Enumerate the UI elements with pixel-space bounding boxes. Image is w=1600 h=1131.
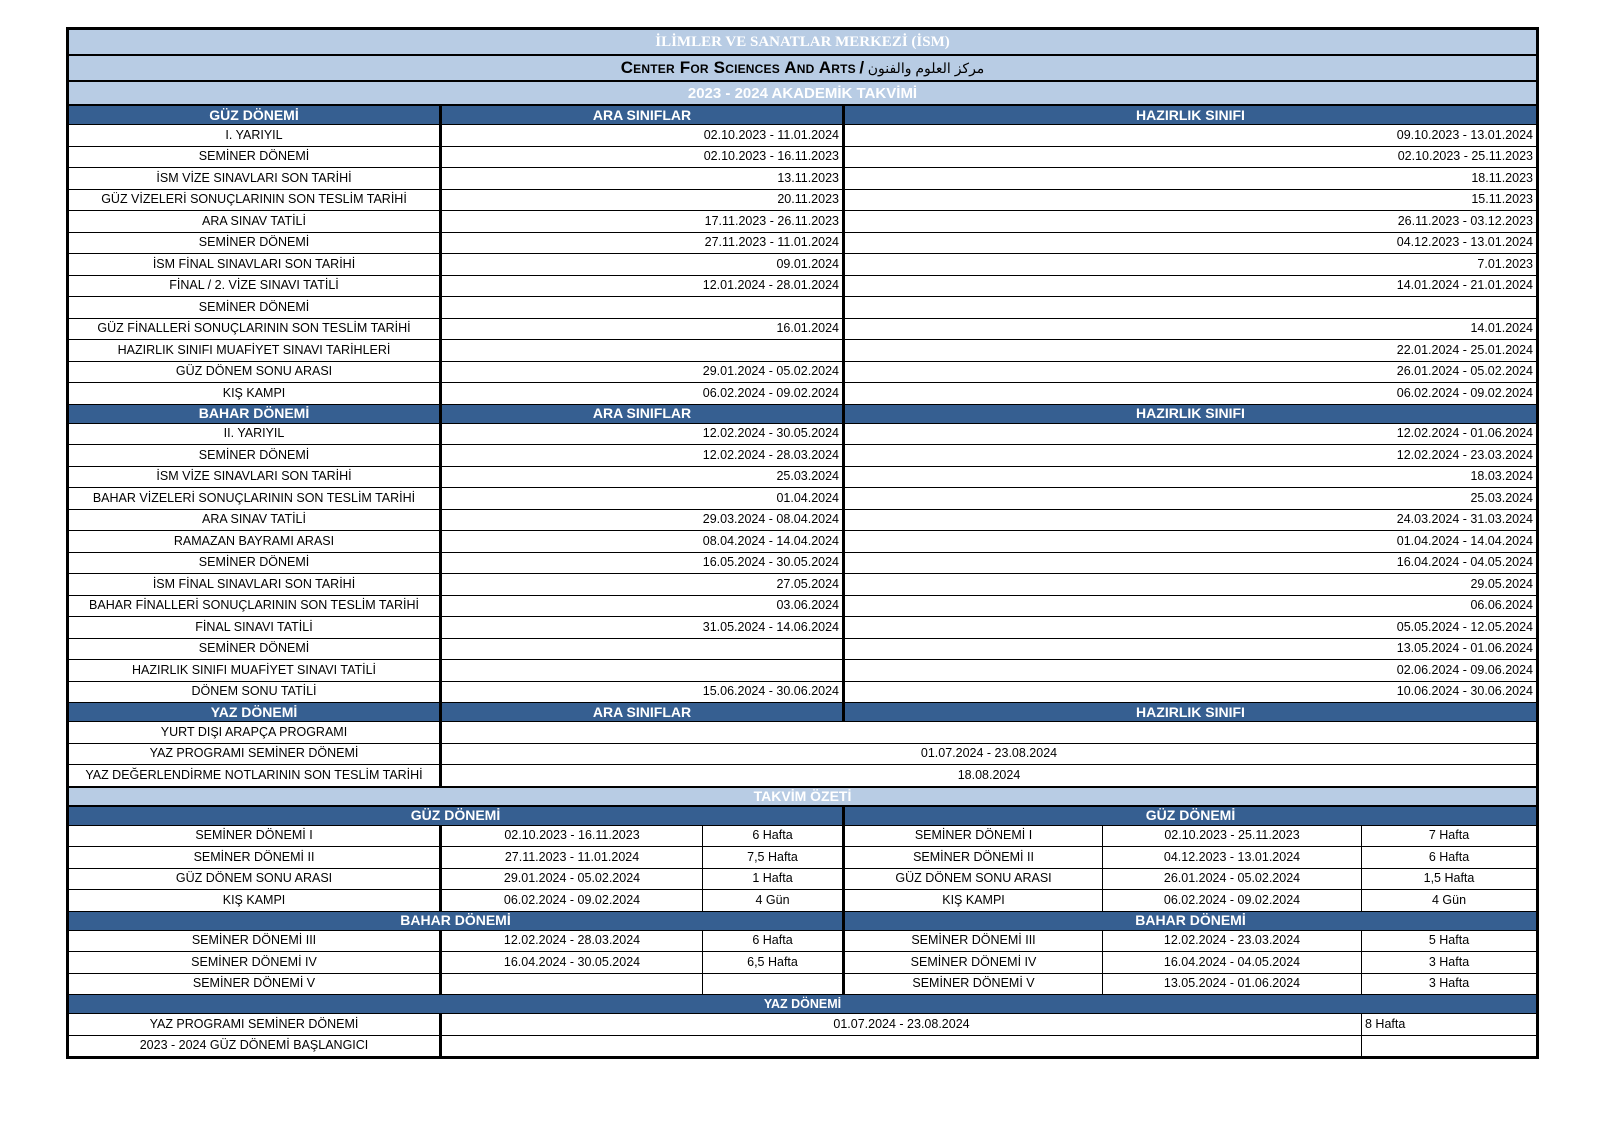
- hazirlik-sinifi-date: 06.06.2024: [844, 595, 1537, 617]
- summary-yaz-title: YAZ DÖNEMİ: [69, 995, 1537, 1014]
- column-header-ara-siniflar: ARA SINIFLAR: [441, 106, 844, 125]
- event-label: ARA SINAV TATİLİ: [69, 211, 441, 233]
- summary-left-label: GÜZ DÖNEM SONU ARASI: [69, 868, 441, 890]
- summary-left-duration: 7,5 Hafta: [703, 847, 844, 869]
- yaz-date: [441, 722, 1537, 744]
- hazirlik-sinifi-date: 09.10.2023 - 13.01.2024: [844, 125, 1537, 147]
- summary-right-date: 06.02.2024 - 09.02.2024: [1103, 890, 1362, 912]
- calendar-row: [69, 765, 1537, 787]
- ara-siniflar-date: 15.06.2024 - 30.06.2024: [441, 681, 844, 703]
- ara-siniflar-date: 02.10.2023 - 16.11.2023: [441, 146, 844, 168]
- yaz-date: 01.07.2024 - 23.08.2024: [441, 743, 1537, 765]
- calendar-row: [69, 168, 1537, 190]
- calendar-row: [69, 125, 1537, 147]
- section-title-guz: GÜZ DÖNEMİ: [69, 106, 441, 125]
- hazirlik-sinifi-date: 02.06.2024 - 09.06.2024: [844, 660, 1537, 682]
- summary-right-date: 26.01.2024 - 05.02.2024: [1103, 868, 1362, 890]
- event-label: GÜZ FİNALLERİ SONUÇLARININ SON TESLİM TARİHİ: [69, 318, 441, 340]
- ara-siniflar-date: 12.01.2024 - 28.01.2024: [441, 275, 844, 297]
- calendar-row: [69, 211, 1537, 233]
- summary-left-label: SEMİNER DÖNEMİ V: [69, 973, 441, 995]
- hazirlik-sinifi-date: 18.11.2023: [844, 168, 1537, 190]
- calendar-row: [69, 617, 1537, 639]
- hazirlik-sinifi-date: 7.01.2023: [844, 254, 1537, 276]
- hazirlik-sinifi-date: 16.04.2024 - 04.05.2024: [844, 552, 1537, 574]
- summary-table: [68, 806, 1537, 1058]
- hazirlik-sinifi-date: 26.01.2024 - 05.02.2024: [844, 361, 1537, 383]
- event-label: GÜZ VİZELERİ SONUÇLARININ SON TESLİM TARİHİ: [69, 189, 441, 211]
- column-header-hazirlik-sinifi: HAZIRLIK SINIFI: [844, 404, 1537, 423]
- calendar-row: [69, 743, 1537, 765]
- summary-right-label: SEMİNER DÖNEMİ IV: [844, 952, 1103, 974]
- summary-left-date: 12.02.2024 - 28.03.2024: [441, 930, 703, 952]
- summary-guz-left-title: GÜZ DÖNEMİ: [69, 806, 844, 825]
- ara-siniflar-date: [441, 660, 844, 682]
- calendar-row: [69, 254, 1537, 276]
- ara-siniflar-date: [441, 638, 844, 660]
- summary-right-label: SEMİNER DÖNEMİ III: [844, 930, 1103, 952]
- summary-right-duration: 4 Gün: [1362, 890, 1537, 912]
- ara-siniflar-date: [441, 297, 844, 319]
- summary-row: [69, 868, 1537, 890]
- summary-row: [69, 1014, 1537, 1036]
- column-header-hazirlik-sinifi: HAZIRLIK SINIFI: [844, 703, 1537, 722]
- ara-siniflar-date: 08.04.2024 - 14.04.2024: [441, 531, 844, 553]
- summary-row: [69, 1035, 1537, 1057]
- ara-siniflar-date: 29.03.2024 - 08.04.2024: [441, 509, 844, 531]
- section-header-yaz: [69, 703, 1537, 722]
- event-label: İSM VİZE SINAVLARI SON TARİHİ: [69, 168, 441, 190]
- subtitle-separator: /: [859, 57, 865, 77]
- summary-header-yaz: [69, 995, 1537, 1014]
- ara-siniflar-date: [441, 340, 844, 362]
- event-label: SEMİNER DÖNEMİ: [69, 232, 441, 254]
- institution-title: İLİMLER VE SANATLAR MERKEZİ (İSM): [69, 30, 1537, 56]
- hazirlik-sinifi-date: 06.02.2024 - 09.02.2024: [844, 383, 1537, 405]
- ara-siniflar-date: 03.06.2024: [441, 595, 844, 617]
- hazirlik-sinifi-date: 26.11.2023 - 03.12.2023: [844, 211, 1537, 233]
- event-label: SEMİNER DÖNEMİ: [69, 297, 441, 319]
- ara-siniflar-date: 31.05.2024 - 14.06.2024: [441, 617, 844, 639]
- summary-left-date: 16.04.2024 - 30.05.2024: [441, 952, 703, 974]
- calendar-row: [69, 638, 1537, 660]
- calendar-row: [69, 552, 1537, 574]
- event-label: FİNAL / 2. VİZE SINAVI TATİLİ: [69, 275, 441, 297]
- calendar-row: [69, 574, 1537, 596]
- summary-left-duration: 6 Hafta: [703, 930, 844, 952]
- hazirlik-sinifi-date: 05.05.2024 - 12.05.2024: [844, 617, 1537, 639]
- event-label: I. YARIYIL: [69, 125, 441, 147]
- ara-siniflar-date: 27.11.2023 - 11.01.2024: [441, 232, 844, 254]
- ara-siniflar-date: 13.11.2023: [441, 168, 844, 190]
- summary-left-date: [441, 973, 703, 995]
- section-title-yaz: YAZ DÖNEMİ: [69, 703, 441, 722]
- summary-left-duration: [703, 973, 844, 995]
- main-calendar-body: [69, 106, 1537, 787]
- summary-bahar-right-title: BAHAR DÖNEMİ: [844, 911, 1537, 930]
- event-label: SEMİNER DÖNEMİ: [69, 552, 441, 574]
- ara-siniflar-date: 06.02.2024 - 09.02.2024: [441, 383, 844, 405]
- event-label: YAZ PROGRAMI SEMİNER DÖNEMİ: [69, 743, 441, 765]
- event-label: İSM VİZE SINAVLARI SON TARİHİ: [69, 466, 441, 488]
- column-header-ara-siniflar: ARA SINIFLAR: [441, 703, 844, 722]
- summary-right-duration: 7 Hafta: [1362, 825, 1537, 847]
- event-label: SEMİNER DÖNEMİ: [69, 146, 441, 168]
- hazirlik-sinifi-date: 18.03.2024: [844, 466, 1537, 488]
- column-header-hazirlik-sinifi: HAZIRLIK SINIFI: [844, 106, 1537, 125]
- section-title-bahar: BAHAR DÖNEMİ: [69, 404, 441, 423]
- ara-siniflar-date: 16.01.2024: [441, 318, 844, 340]
- calendar-row: [69, 681, 1537, 703]
- event-label: HAZIRLIK SINIFI MUAFİYET SINAVI TARİHLERİ: [69, 340, 441, 362]
- summary-header-bahar: [69, 911, 1537, 930]
- subtitle-english: Center For Sciences And Arts: [620, 57, 856, 77]
- summary-right-date: 02.10.2023 - 25.11.2023: [1103, 825, 1362, 847]
- summary-right-label: SEMİNER DÖNEMİ II: [844, 847, 1103, 869]
- calendar-header: [68, 29, 1537, 105]
- hazirlik-sinifi-date: 25.03.2024: [844, 488, 1537, 510]
- ara-siniflar-date: 01.04.2024: [441, 488, 844, 510]
- calendar-row: [69, 466, 1537, 488]
- summary-left-duration: 6 Hafta: [703, 825, 844, 847]
- calendar-row: [69, 423, 1537, 445]
- calendar-row: [69, 531, 1537, 553]
- calendar-row: [69, 275, 1537, 297]
- summary-guz-right-title: GÜZ DÖNEMİ: [844, 806, 1537, 825]
- summary-right-duration: 5 Hafta: [1362, 930, 1537, 952]
- column-header-ara-siniflar: ARA SINIFLAR: [441, 404, 844, 423]
- ara-siniflar-date: 02.10.2023 - 11.01.2024: [441, 125, 844, 147]
- event-label: SEMİNER DÖNEMİ: [69, 445, 441, 467]
- summary-row: [69, 930, 1537, 952]
- calendar-row: [69, 340, 1537, 362]
- summary-body: [69, 806, 1537, 1057]
- hazirlik-sinifi-date: 04.12.2023 - 13.01.2024: [844, 232, 1537, 254]
- ara-siniflar-date: 27.05.2024: [441, 574, 844, 596]
- summary-row: [69, 847, 1537, 869]
- summary-left-label: KIŞ KAMPI: [69, 890, 441, 912]
- summary-row: [69, 825, 1537, 847]
- calendar-row: [69, 509, 1537, 531]
- summary-right-label: SEMİNER DÖNEMİ V: [844, 973, 1103, 995]
- event-label: DÖNEM SONU TATİLİ: [69, 681, 441, 703]
- summary-right-duration: 1,5 Hafta: [1362, 868, 1537, 890]
- summary-row: [69, 973, 1537, 995]
- summary-title-table: [68, 787, 1537, 806]
- summary-right-date: 04.12.2023 - 13.01.2024: [1103, 847, 1362, 869]
- event-label: YAZ DEĞERLENDİRME NOTLARININ SON TESLİM TARİHİ: [69, 765, 441, 787]
- summary-yaz-label: 2023 - 2024 GÜZ DÖNEMİ BAŞLANGICI: [69, 1035, 441, 1057]
- hazirlik-sinifi-date: 24.03.2024 - 31.03.2024: [844, 509, 1537, 531]
- hazirlik-sinifi-date: 10.06.2024 - 30.06.2024: [844, 681, 1537, 703]
- summary-left-duration: 6,5 Hafta: [703, 952, 844, 974]
- calendar-row: [69, 318, 1537, 340]
- calendar-row: [69, 660, 1537, 682]
- summary-header-guz: [69, 806, 1537, 825]
- summary-yaz-duration: [1362, 1035, 1537, 1057]
- hazirlik-sinifi-date: 02.10.2023 - 25.11.2023: [844, 146, 1537, 168]
- calendar-row: [69, 189, 1537, 211]
- ara-siniflar-date: 17.11.2023 - 26.11.2023: [441, 211, 844, 233]
- summary-yaz-date: 01.07.2024 - 23.08.2024: [441, 1014, 1362, 1036]
- hazirlik-sinifi-date: [844, 297, 1537, 319]
- event-label: SEMİNER DÖNEMİ: [69, 638, 441, 660]
- summary-left-label: SEMİNER DÖNEMİ I: [69, 825, 441, 847]
- summary-left-date: 27.11.2023 - 11.01.2024: [441, 847, 703, 869]
- calendar-row: [69, 445, 1537, 467]
- summary-right-label: KIŞ KAMPI: [844, 890, 1103, 912]
- hazirlik-sinifi-date: 14.01.2024 - 21.01.2024: [844, 275, 1537, 297]
- summary-right-duration: 3 Hafta: [1362, 973, 1537, 995]
- summary-right-date: 13.05.2024 - 01.06.2024: [1103, 973, 1362, 995]
- summary-left-label: SEMİNER DÖNEMİ II: [69, 847, 441, 869]
- main-calendar-table: [68, 105, 1537, 787]
- section-header-bahar: [69, 404, 1537, 423]
- event-label: İSM FİNAL SINAVLARI SON TARİHİ: [69, 574, 441, 596]
- academic-year-title: 2023 - 2024 AKADEMİK TAKVİMİ: [69, 81, 1537, 105]
- summary-left-duration: 4 Gün: [703, 890, 844, 912]
- event-label: KIŞ KAMPI: [69, 383, 441, 405]
- event-label: YURT DIŞI ARAPÇA PROGRAMI: [69, 722, 441, 744]
- calendar-row: [69, 297, 1537, 319]
- yaz-date: 18.08.2024: [441, 765, 1537, 787]
- event-label: FİNAL SINAVI TATİLİ: [69, 617, 441, 639]
- calendar-row: [69, 595, 1537, 617]
- summary-left-date: 06.02.2024 - 09.02.2024: [441, 890, 703, 912]
- summary-row: [69, 890, 1537, 912]
- summary-row: [69, 952, 1537, 974]
- summary-right-label: GÜZ DÖNEM SONU ARASI: [844, 868, 1103, 890]
- subtitle-arabic: مركز العلوم والفنون: [867, 59, 985, 76]
- event-label: GÜZ DÖNEM SONU ARASI: [69, 361, 441, 383]
- hazirlik-sinifi-date: 01.04.2024 - 14.04.2024: [844, 531, 1537, 553]
- hazirlik-sinifi-date: 12.02.2024 - 23.03.2024: [844, 445, 1537, 467]
- event-label: II. YARIYIL: [69, 423, 441, 445]
- summary-right-date: 16.04.2024 - 04.05.2024: [1103, 952, 1362, 974]
- institution-subtitle: [69, 55, 1537, 81]
- hazirlik-sinifi-date: 12.02.2024 - 01.06.2024: [844, 423, 1537, 445]
- ara-siniflar-date: 25.03.2024: [441, 466, 844, 488]
- hazirlik-sinifi-date: 29.05.2024: [844, 574, 1537, 596]
- summary-yaz-duration: 8 Hafta: [1362, 1014, 1537, 1036]
- summary-left-label: SEMİNER DÖNEMİ III: [69, 930, 441, 952]
- calendar-row: [69, 488, 1537, 510]
- ara-siniflar-date: 20.11.2023: [441, 189, 844, 211]
- ara-siniflar-date: 12.02.2024 - 30.05.2024: [441, 423, 844, 445]
- event-label: BAHAR VİZELERİ SONUÇLARININ SON TESLİM TARİHİ: [69, 488, 441, 510]
- ara-siniflar-date: 09.01.2024: [441, 254, 844, 276]
- summary-right-date: 12.02.2024 - 23.03.2024: [1103, 930, 1362, 952]
- hazirlik-sinifi-date: 22.01.2024 - 25.01.2024: [844, 340, 1537, 362]
- summary-yaz-label: YAZ PROGRAMI SEMİNER DÖNEMİ: [69, 1014, 441, 1036]
- event-label: RAMAZAN BAYRAMI ARASI: [69, 531, 441, 553]
- summary-left-date: 29.01.2024 - 05.02.2024: [441, 868, 703, 890]
- event-label: HAZIRLIK SINIFI MUAFİYET SINAVI TATİLİ: [69, 660, 441, 682]
- summary-bahar-left-title: BAHAR DÖNEMİ: [69, 911, 844, 930]
- ara-siniflar-date: 16.05.2024 - 30.05.2024: [441, 552, 844, 574]
- summary-right-duration: 6 Hafta: [1362, 847, 1537, 869]
- summary-right-duration: 3 Hafta: [1362, 952, 1537, 974]
- hazirlik-sinifi-date: 15.11.2023: [844, 189, 1537, 211]
- summary-left-duration: 1 Hafta: [703, 868, 844, 890]
- summary-left-label: SEMİNER DÖNEMİ IV: [69, 952, 441, 974]
- summary-title: TAKVİM ÖZETİ: [69, 787, 1537, 805]
- ara-siniflar-date: 29.01.2024 - 05.02.2024: [441, 361, 844, 383]
- hazirlik-sinifi-date: 13.05.2024 - 01.06.2024: [844, 638, 1537, 660]
- academic-calendar-sheet: [66, 27, 1539, 1059]
- event-label: İSM FİNAL SINAVLARI SON TARİHİ: [69, 254, 441, 276]
- calendar-row: [69, 361, 1537, 383]
- calendar-row: [69, 383, 1537, 405]
- summary-left-date: 02.10.2023 - 16.11.2023: [441, 825, 703, 847]
- summary-right-label: SEMİNER DÖNEMİ I: [844, 825, 1103, 847]
- hazirlik-sinifi-date: 14.01.2024: [844, 318, 1537, 340]
- section-header-guz: [69, 106, 1537, 125]
- calendar-row: [69, 146, 1537, 168]
- event-label: ARA SINAV TATİLİ: [69, 509, 441, 531]
- ara-siniflar-date: 12.02.2024 - 28.03.2024: [441, 445, 844, 467]
- event-label: BAHAR FİNALLERİ SONUÇLARININ SON TESLİM TARİHİ: [69, 595, 441, 617]
- summary-yaz-date: [441, 1035, 1362, 1057]
- calendar-row: [69, 722, 1537, 744]
- calendar-row: [69, 232, 1537, 254]
